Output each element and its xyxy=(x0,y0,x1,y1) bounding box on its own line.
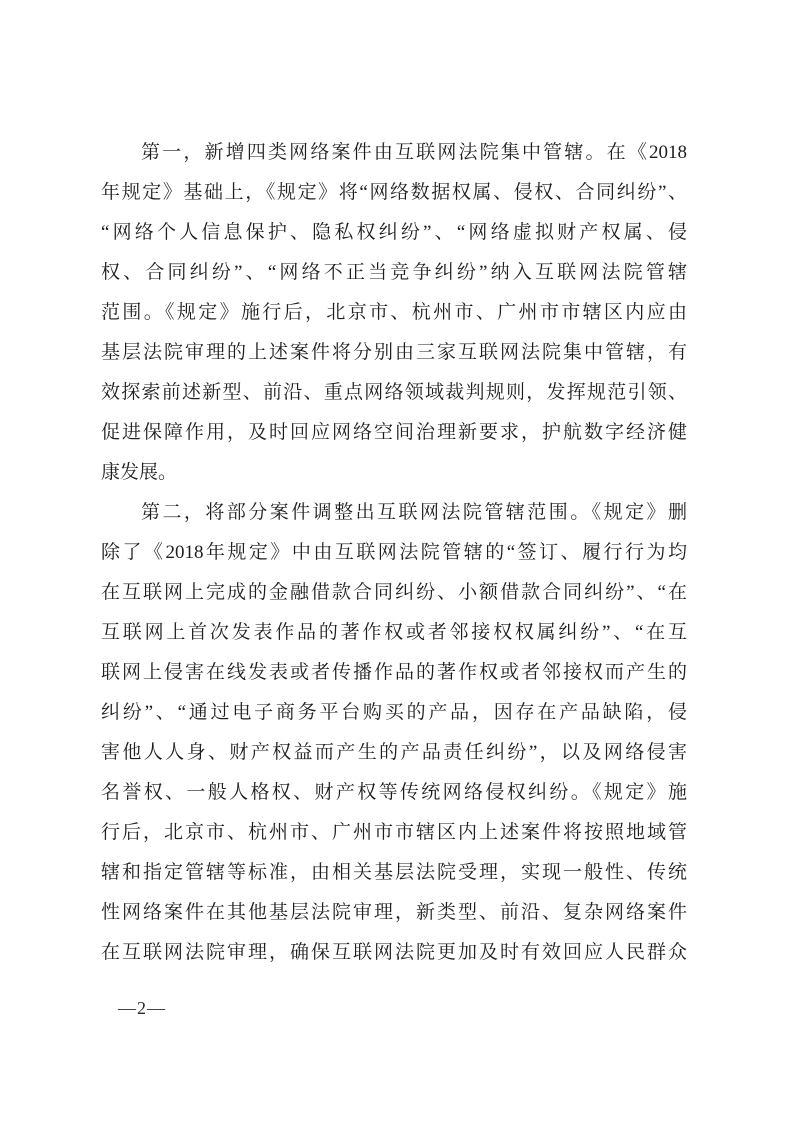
document-text xyxy=(101,133,687,973)
text-line: “网络个人信息保护、隐私权纠纷”、“网络虚拟财产权属、侵 xyxy=(101,222,687,243)
text-line: 第二，将部分案件调整出互联网法院管辖范围。《规定》删 xyxy=(141,502,687,523)
text-line: 纠纷”、“通过电子商务平台购买的产品，因存在产品缺陷，侵 xyxy=(101,702,687,723)
text-line: 第一，新增四类网络案件由互联网法院集中管辖。在《2018 xyxy=(141,142,687,163)
text-line: 互联网上首次发表作品的著作权或者邻接权权属纠纷”、“在互 xyxy=(101,622,687,643)
text-line: 在互联网上完成的金融借款合同纠纷、小额借款合同纠纷”、“在 xyxy=(101,582,687,603)
text-line: 权、合同纠纷”、“网络不正当竞争纠纷”纳入互联网法院管辖 xyxy=(101,262,687,283)
text-line: 行后，北京市、杭州市、广州市市辖区内上述案件将按照地域管 xyxy=(101,822,687,843)
text-line: 辖和指定管辖等标准，由相关基层法院受理，实现一般性、传统 xyxy=(101,862,687,883)
text-line: 年规定》基础上，《规定》将“网络数据权属、侵权、合同纠纷”、 xyxy=(101,182,687,203)
text-line: 名誉权、一般人格权、财产权等传统网络侵权纠纷。《规定》施 xyxy=(101,782,687,803)
text-line: 基层法院审理的上述案件将分别由三家互联网法院集中管辖，有 xyxy=(101,342,687,363)
paragraph xyxy=(101,133,687,493)
text-line: 康发展。 xyxy=(101,462,178,483)
text-line: 除了《2018年规定》中由互联网法院管辖的“签订、履行行为均 xyxy=(101,542,687,563)
page-number: —2— xyxy=(118,998,166,1018)
text-line: 在互联网法院审理，确保互联网法院更加及时有效回应人民群众 xyxy=(101,942,687,963)
text-line: 范围。《规定》施行后，北京市、杭州市、广州市市辖区内应由 xyxy=(101,302,687,323)
text-line: 联网上侵害在线发表或者传播作品的著作权或者邻接权而产生的 xyxy=(101,662,687,683)
text-line: 性网络案件在其他基层法院审理，新类型、前沿、复杂网络案件 xyxy=(101,902,687,923)
text-line: 促进保障作用，及时回应网络空间治理新要求，护航数字经济健 xyxy=(101,422,687,443)
text-line: 害他人人身、财产权益而产生的产品责任纠纷”，以及网络侵害 xyxy=(101,742,687,763)
paragraph xyxy=(101,493,687,973)
text-line: 效探索前述新型、前沿、重点网络领域裁判规则，发挥规范引领、 xyxy=(101,382,687,403)
